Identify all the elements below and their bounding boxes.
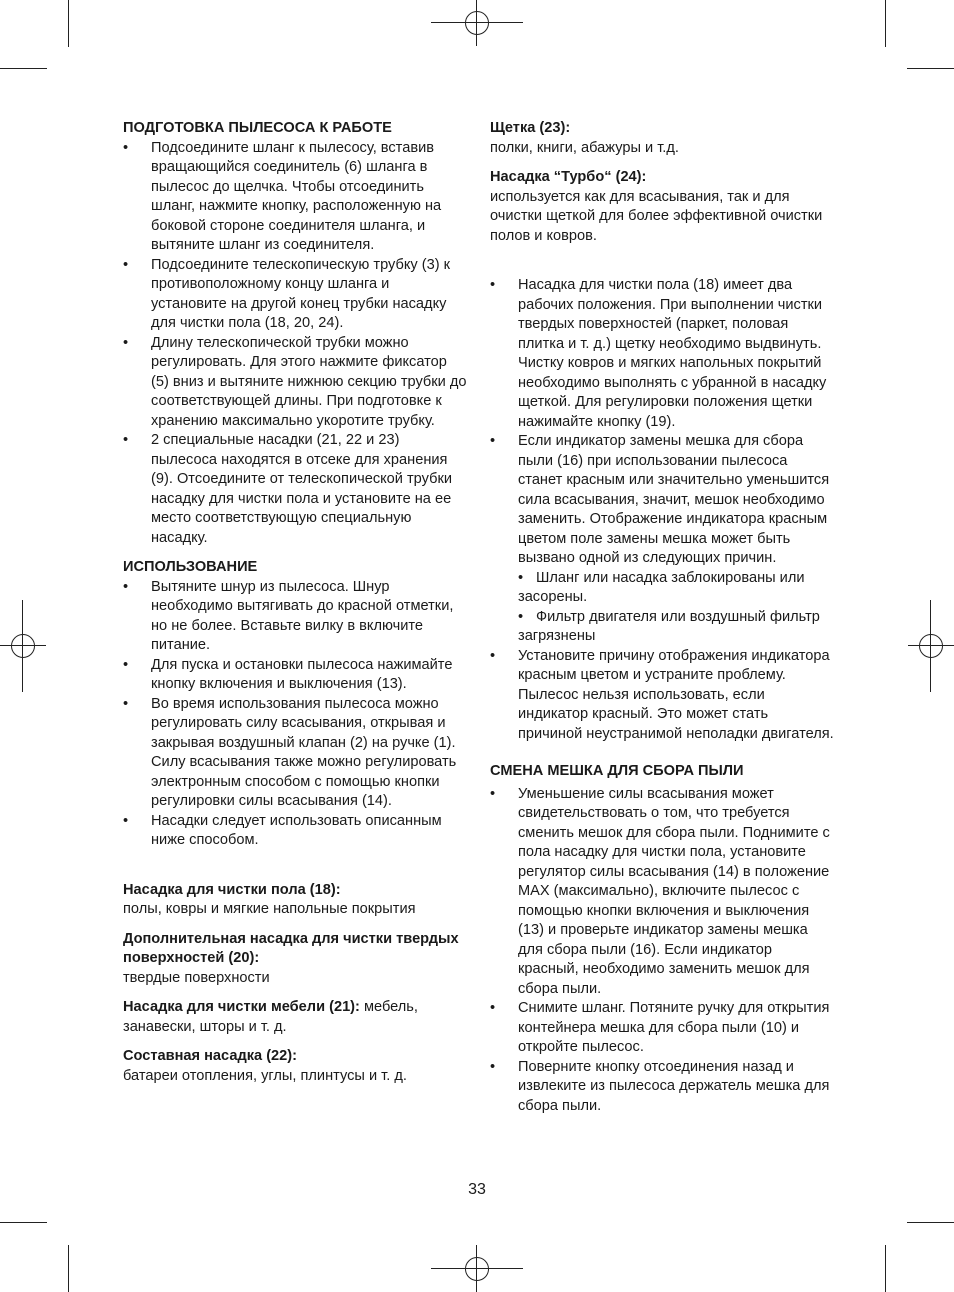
list-item: • Насадки следует использовать описанным ниже способом. (123, 812, 468, 851)
list-item-text: • Если индикатор замены мешка для сбора пыли (16) при использовании пылесоса станет красным или значительно уменьшится сила всасывания, значит, мешок необходимо заменить. Отображение индикатора красным цветом поле замены мешка может быть вызвано одной из следующих причин. (518, 433, 830, 566)
list-item: • Уменьшение силы всасывания может свидетельствовать о том, что требуется сменить мешок для сбора пыли. Поднимите с пола насадку для чистки пола, установите регулятор силы всасывания (14) в положение MAX (максимально), включите пылесос с помощью кнопки включения и выключения (13) и проверьте индикатор замены мешка для сбора пыли (16). Если индикатор красный, необходимо заменить мешок для сбора пыли. (490, 785, 835, 1000)
left-column (123, 119, 468, 1096)
bullet-list (490, 785, 835, 1117)
list-item: • Подсоедините телескопическую трубку (3) к противоположному концу шланга и установите на другой конец трубки насадку для чистки пола (18, 20, 24). (123, 256, 468, 334)
list-item: • Установите причину отображения индикатора красным цветом и устраните проблему. Пылесос нельзя использовать, если индикатор красный. Это может стать причиной неустранимой неполадки двигателя. (490, 647, 835, 745)
crop-mark (68, 0, 69, 47)
section-bag-replacement (490, 762, 835, 1116)
nozzle-term: Насадка для чистки пола (18): (123, 881, 341, 898)
bullet-list (490, 276, 835, 744)
list-item: • Насадка для чистки пола (18) имеет два рабочих положения. При выполнении чистки твердых поверхностей (паркет, половая плитка и т. д.) щетку необходимо выдвинуть. Чистку ковров и мягких напольных покрытий необходимо выполнять с убранной в насадку щеткой. Для регулировки положения щетки нажимайте кнопку (19). (490, 276, 835, 432)
nozzle-description: мебель, занавески, шторы и т. д. (123, 999, 418, 1035)
crop-mark (0, 68, 47, 69)
nozzle-entry (490, 119, 835, 158)
list-item: • Длину телескопической трубки можно регулировать. Для этого нажмите фиксатор (5) вниз и вытяните нижнюю секцию трубки до соответствующей длины. При подготовке к хранению максимально укоротите трубку. (123, 334, 468, 432)
section-heading: СМЕНА МЕШКА ДЛЯ СБОРА ПЫЛИ (490, 763, 744, 779)
nozzle-description: батареи отопления, углы, плинтусы и т. д. (123, 1067, 407, 1084)
nozzle-description: полы, ковры и мягкие напольные покрытия (123, 901, 416, 917)
nozzle-entry (123, 998, 468, 1037)
nozzle-term: Дополнительная насадка для чистки твердых поверхностей (20): (123, 930, 459, 966)
crop-mark (907, 68, 954, 69)
crop-mark (885, 1245, 886, 1292)
sub-list-item-text: Шланг или насадка заблокированы или засорены. (518, 569, 805, 605)
crop-mark (0, 1222, 47, 1223)
nozzle-term: Составная насадка (22): (123, 1048, 298, 1064)
crop-mark (68, 1245, 69, 1292)
list-item: • Снимите шланг. Потяните ручку для открытия контейнера мешка для сбора пыли (10) и откройте пылесос. (490, 999, 835, 1058)
bullet-list (123, 139, 468, 549)
nozzle-description: полки, книги, абажуры и т.д. (490, 139, 679, 156)
list-item: • 2 специальные насадки (21, 22 и 23) пылесоса находятся в отсеке для хранения (9). Отсоедините от телескопической трубки насадку для чистки пола и установите на ее место соответствующую специальную насадку. (123, 431, 468, 548)
nozzle-description: твердые поверхности (123, 969, 270, 986)
nozzle-entry (490, 168, 835, 246)
crop-mark (907, 1222, 954, 1223)
list-item (490, 432, 835, 647)
nozzle-entry (123, 930, 468, 989)
crop-mark (885, 0, 886, 47)
right-column (490, 119, 835, 1126)
bullet-list (123, 578, 468, 851)
list-item: • Для пуска и остановки пылесоса нажимайте кнопку включения и выключения (13). (123, 656, 468, 695)
sub-list-item-text: Фильтр двигателя или воздушный фильтр загрязнены (518, 608, 820, 644)
section-usage (123, 558, 468, 851)
nozzle-term: Насадка для чистки мебели (21): (123, 999, 360, 1015)
sub-list-item: • Шланг или насадка заблокированы или засорены. (518, 569, 805, 605)
list-item: • Во время использования пылесоса можно регулировать силу всасывания, открывая и закрывая воздушный клапан (2) на ручке (1). Силу всасывания также можно регулировать электронным способом с помощью кнопки регулировки силы всасывания (14). (123, 695, 468, 812)
sub-list-item: • Фильтр двигателя или воздушный фильтр загрязнены (518, 608, 820, 644)
nozzle-entry (123, 881, 468, 920)
list-item: • Поверните кнопку отсоединения назад и извлеките из пылесоса держатель мешка для сбора пыли. (490, 1058, 835, 1117)
nozzle-term: Щетка (23): (490, 120, 571, 136)
nozzle-term: Насадка “Турбо“ (24): (490, 169, 647, 185)
nozzle-entry (123, 1047, 468, 1086)
nozzle-description: используется как для всасывания, так и для очистки щеткой для более эффективной очистки полов и ковров. (490, 188, 823, 244)
section-heading: ПОДГОТОВКА ПЫЛЕСОСА К РАБОТЕ (123, 120, 392, 136)
list-item: • Вытяните шнур из пылесоса. Шнур необходимо вытягивать до красной отметки, но не более. Вставьте вилку в включите питание. (123, 578, 468, 656)
section-notes (490, 276, 835, 744)
section-preparation (123, 119, 468, 548)
list-item: • Подсоедините шланг к пылесосу, вставив вращающийся соединитель (6) шланга в пылесос до щелчка. Чтобы отсоединить шланг, нажмите кнопку, расположенную на боковой стороне соединителя шланга, и вытяните шланг из соединителя. (123, 139, 468, 256)
section-heading: ИСПОЛЬЗОВАНИЕ (123, 559, 258, 575)
page-number: 33 (468, 1181, 486, 1198)
